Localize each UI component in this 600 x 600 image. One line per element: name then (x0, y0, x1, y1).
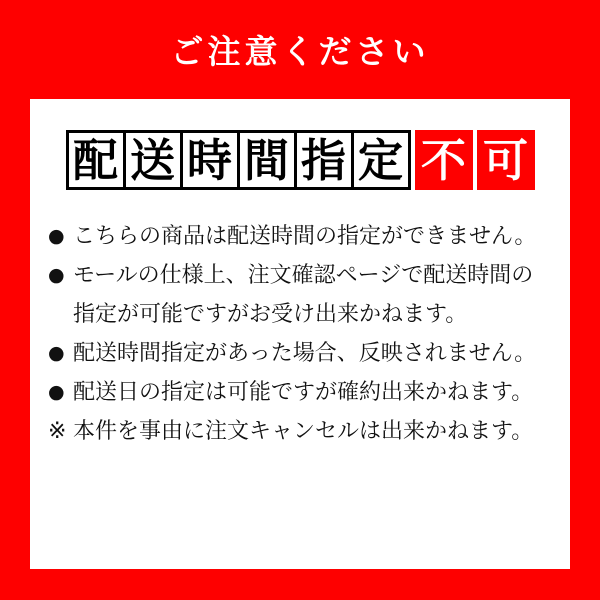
note-text (73, 373, 558, 412)
bullet-icon: ● (48, 342, 65, 364)
notes-list (30, 217, 570, 451)
note-line: 配送日の指定は可能ですが確約出来かねます。 (73, 380, 534, 405)
bullet-icon: ● (48, 225, 65, 247)
list-item (48, 217, 558, 256)
note-line: 指定が可能ですがお受け出来かねます。 (73, 302, 468, 327)
list-item (48, 256, 558, 334)
page-title: ご注意ください (170, 32, 430, 71)
note-text (73, 334, 558, 373)
note-line: 本件を事由に注文キャンセルは出来かねます。 (73, 419, 534, 444)
bullet-icon: ● (48, 381, 65, 403)
note-text (73, 412, 558, 451)
banner-char-fu: 不 (415, 130, 473, 190)
note-line: 配送時間指定があった場合、反映されません。 (73, 341, 537, 366)
delivery-time-banner (30, 130, 570, 190)
bullet-icon: ● (48, 264, 65, 286)
banner-char-ji: 時 (180, 130, 240, 190)
note-text (73, 256, 558, 334)
list-item (48, 412, 558, 451)
banner-char-tei: 定 (351, 130, 411, 190)
banner-char-hai: 配 (66, 130, 126, 190)
content-panel (30, 99, 570, 569)
note-line: モールの仕様上、注文確認ページで配送時間の (73, 263, 534, 288)
note-text (73, 217, 558, 256)
note-line: こちらの商品は配送時間の指定ができません。 (73, 224, 537, 249)
list-item (48, 334, 558, 373)
banner-char-shi: 指 (294, 130, 354, 190)
banner-char-kan: 間 (237, 130, 297, 190)
banner-char-ka: 可 (477, 130, 535, 190)
header (0, 0, 600, 99)
banner-char-sou: 送 (123, 130, 183, 190)
reference-mark-icon: ※ (48, 419, 67, 444)
list-item (48, 373, 558, 412)
